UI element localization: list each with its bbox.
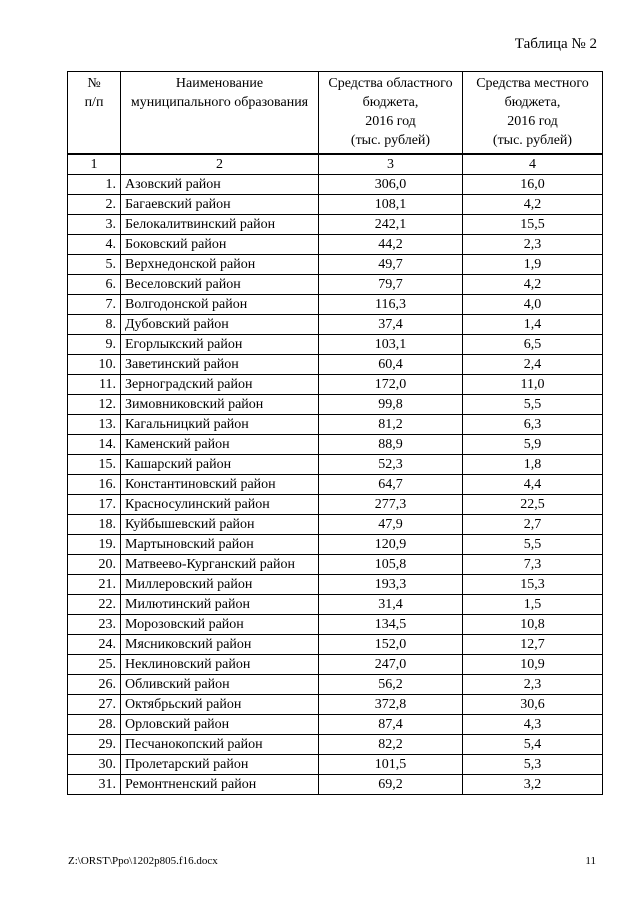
regional-budget-cell: 69,2 <box>319 775 463 795</box>
local-budget-cell: 5,9 <box>463 435 603 455</box>
row-number-cell: 19. <box>68 535 121 555</box>
local-budget-cell: 12,7 <box>463 635 603 655</box>
municipality-name-cell: Обливский район <box>121 675 319 695</box>
row-number-cell: 14. <box>68 435 121 455</box>
local-budget-cell: 5,5 <box>463 535 603 555</box>
regional-budget-cell: 44,2 <box>319 235 463 255</box>
row-number-cell: 24. <box>68 635 121 655</box>
regional-budget-cell: 103,1 <box>319 335 463 355</box>
table-row <box>68 715 603 735</box>
local-budget-cell: 6,3 <box>463 415 603 435</box>
row-number-cell: 23. <box>68 615 121 635</box>
table-row <box>68 215 603 235</box>
regional-budget-cell: 172,0 <box>319 375 463 395</box>
local-budget-cell: 10,8 <box>463 615 603 635</box>
municipality-name-cell: Багаевский район <box>121 195 319 215</box>
municipality-name-cell: Ремонтненский район <box>121 775 319 795</box>
table-row <box>68 675 603 695</box>
regional-budget-cell: 81,2 <box>319 415 463 435</box>
row-number-cell: 1. <box>68 175 121 195</box>
table-row <box>68 775 603 795</box>
local-budget-cell: 22,5 <box>463 495 603 515</box>
local-budget-cell: 2,4 <box>463 355 603 375</box>
table-row <box>68 695 603 715</box>
regional-budget-cell: 152,0 <box>319 635 463 655</box>
footer-file-path: Z:\ORST\Ppo\1202p805.f16.docx <box>68 855 218 867</box>
regional-budget-cell: 82,2 <box>319 735 463 755</box>
municipality-name-cell: Егорлыкский район <box>121 335 319 355</box>
regional-budget-cell: 120,9 <box>319 535 463 555</box>
regional-budget-cell: 101,5 <box>319 755 463 775</box>
municipality-name-cell: Боковский район <box>121 235 319 255</box>
row-number-cell: 28. <box>68 715 121 735</box>
regional-budget-cell: 247,0 <box>319 655 463 675</box>
local-budget-cell: 30,6 <box>463 695 603 715</box>
row-number-cell: 13. <box>68 415 121 435</box>
table-row <box>68 495 603 515</box>
regional-budget-cell: 105,8 <box>319 555 463 575</box>
row-number-cell: 6. <box>68 275 121 295</box>
municipality-name-cell: Зимовниковский район <box>121 395 319 415</box>
local-budget-cell: 1,5 <box>463 595 603 615</box>
row-number-cell: 12. <box>68 395 121 415</box>
local-budget-cell: 3,2 <box>463 775 603 795</box>
local-budget-cell: 2,3 <box>463 235 603 255</box>
table-row <box>68 515 603 535</box>
local-budget-cell: 4,3 <box>463 715 603 735</box>
table-row <box>68 435 603 455</box>
row-number-cell: 25. <box>68 655 121 675</box>
table-row <box>68 275 603 295</box>
regional-budget-cell: 306,0 <box>319 175 463 195</box>
row-number-cell: 4. <box>68 235 121 255</box>
row-number-cell: 29. <box>68 735 121 755</box>
municipality-name-cell: Каменский район <box>121 435 319 455</box>
municipality-name-cell: Милютинский район <box>121 595 319 615</box>
municipality-name-cell: Песчанокопский район <box>121 735 319 755</box>
local-budget-cell: 10,9 <box>463 655 603 675</box>
row-number-cell: 3. <box>68 215 121 235</box>
local-budget-cell: 16,0 <box>463 175 603 195</box>
local-budget-cell: 2,7 <box>463 515 603 535</box>
municipality-name-cell: Азовский район <box>121 175 319 195</box>
municipality-name-cell: Константиновский район <box>121 475 319 495</box>
regional-budget-cell: 108,1 <box>319 195 463 215</box>
row-number-cell: 22. <box>68 595 121 615</box>
regional-budget-cell: 56,2 <box>319 675 463 695</box>
regional-budget-cell: 47,9 <box>319 515 463 535</box>
table-row <box>68 755 603 775</box>
column-number: 1 <box>68 154 121 175</box>
municipality-name-cell: Белокалитвинский район <box>121 215 319 235</box>
regional-budget-cell: 277,3 <box>319 495 463 515</box>
regional-budget-cell: 242,1 <box>319 215 463 235</box>
table-caption: Таблица № 2 <box>514 36 597 52</box>
local-budget-cell: 6,5 <box>463 335 603 355</box>
regional-budget-cell: 372,8 <box>319 695 463 715</box>
table-row <box>68 395 603 415</box>
table-row <box>68 735 603 755</box>
row-number-cell: 18. <box>68 515 121 535</box>
row-number-cell: 20. <box>68 555 121 575</box>
municipality-name-cell: Куйбышевский район <box>121 515 319 535</box>
local-budget-cell: 4,2 <box>463 195 603 215</box>
row-number-cell: 5. <box>68 255 121 275</box>
municipality-name-cell: Кашарский район <box>121 455 319 475</box>
row-number-cell: 26. <box>68 675 121 695</box>
local-budget-cell: 5,5 <box>463 395 603 415</box>
local-budget-cell: 1,9 <box>463 255 603 275</box>
column-number: 4 <box>463 154 603 175</box>
local-budget-cell: 5,3 <box>463 755 603 775</box>
municipality-name-cell: Неклиновский район <box>121 655 319 675</box>
column-number: 3 <box>319 154 463 175</box>
table-row <box>68 455 603 475</box>
table-row <box>68 555 603 575</box>
header-regional-budget: Средства областного бюджета, 2016 год (тыс. рублей) <box>319 72 463 155</box>
municipality-name-cell: Заветинский район <box>121 355 319 375</box>
row-number-cell: 16. <box>68 475 121 495</box>
local-budget-cell: 15,3 <box>463 575 603 595</box>
column-numbering-row <box>68 154 603 175</box>
regional-budget-cell: 99,8 <box>319 395 463 415</box>
table-row <box>68 575 603 595</box>
budget-table <box>67 71 603 795</box>
table-row <box>68 315 603 335</box>
regional-budget-cell: 87,4 <box>319 715 463 735</box>
row-number-cell: 17. <box>68 495 121 515</box>
table-row <box>68 535 603 555</box>
table-row <box>68 235 603 255</box>
table-row <box>68 355 603 375</box>
row-number-cell: 30. <box>68 755 121 775</box>
row-number-cell: 8. <box>68 315 121 335</box>
row-number-cell: 31. <box>68 775 121 795</box>
municipality-name-cell: Верхнедонской район <box>121 255 319 275</box>
local-budget-cell: 15,5 <box>463 215 603 235</box>
municipality-name-cell: Матвеево-Курганский район <box>121 555 319 575</box>
municipality-name-cell: Орловский район <box>121 715 319 735</box>
table-row <box>68 195 603 215</box>
local-budget-cell: 1,4 <box>463 315 603 335</box>
local-budget-cell: 5,4 <box>463 735 603 755</box>
row-number-cell: 2. <box>68 195 121 215</box>
municipality-name-cell: Мясниковский район <box>121 635 319 655</box>
row-number-cell: 11. <box>68 375 121 395</box>
regional-budget-cell: 49,7 <box>319 255 463 275</box>
local-budget-cell: 1,8 <box>463 455 603 475</box>
table-header-row <box>68 72 603 155</box>
local-budget-cell: 4,0 <box>463 295 603 315</box>
regional-budget-cell: 193,3 <box>319 575 463 595</box>
table-row <box>68 635 603 655</box>
header-row-number: № п/п <box>68 72 121 155</box>
regional-budget-cell: 52,3 <box>319 455 463 475</box>
regional-budget-cell: 88,9 <box>319 435 463 455</box>
municipality-name-cell: Октябрьский район <box>121 695 319 715</box>
municipality-name-cell: Миллеровский район <box>121 575 319 595</box>
table-row <box>68 615 603 635</box>
row-number-cell: 10. <box>68 355 121 375</box>
footer-page-number: 11 <box>585 855 596 867</box>
row-number-cell: 7. <box>68 295 121 315</box>
header-municipality-name: Наименование муниципального образования <box>121 72 319 155</box>
row-number-cell: 9. <box>68 335 121 355</box>
regional-budget-cell: 79,7 <box>319 275 463 295</box>
regional-budget-cell: 64,7 <box>319 475 463 495</box>
header-local-budget: Средства местного бюджета, 2016 год (тыс. рублей) <box>463 72 603 155</box>
municipality-name-cell: Мартыновский район <box>121 535 319 555</box>
table-row <box>68 655 603 675</box>
regional-budget-cell: 37,4 <box>319 315 463 335</box>
municipality-name-cell: Морозовский район <box>121 615 319 635</box>
table-row <box>68 375 603 395</box>
table-row <box>68 295 603 315</box>
municipality-name-cell: Дубовский район <box>121 315 319 335</box>
local-budget-cell: 4,2 <box>463 275 603 295</box>
row-number-cell: 21. <box>68 575 121 595</box>
row-number-cell: 15. <box>68 455 121 475</box>
row-number-cell: 27. <box>68 695 121 715</box>
municipality-name-cell: Пролетарский район <box>121 755 319 775</box>
municipality-name-cell: Зерноградский район <box>121 375 319 395</box>
local-budget-cell: 4,4 <box>463 475 603 495</box>
regional-budget-cell: 116,3 <box>319 295 463 315</box>
table-row <box>68 255 603 275</box>
local-budget-cell: 7,3 <box>463 555 603 575</box>
regional-budget-cell: 134,5 <box>319 615 463 635</box>
regional-budget-cell: 60,4 <box>319 355 463 375</box>
table-row <box>68 335 603 355</box>
table-row <box>68 175 603 195</box>
column-number: 2 <box>121 154 319 175</box>
regional-budget-cell: 31,4 <box>319 595 463 615</box>
table-row <box>68 595 603 615</box>
table-row <box>68 475 603 495</box>
table-row <box>68 415 603 435</box>
municipality-name-cell: Красносулинский район <box>121 495 319 515</box>
municipality-name-cell: Кагальницкий район <box>121 415 319 435</box>
local-budget-cell: 11,0 <box>463 375 603 395</box>
municipality-name-cell: Веселовский район <box>121 275 319 295</box>
municipality-name-cell: Волгодонской район <box>121 295 319 315</box>
local-budget-cell: 2,3 <box>463 675 603 695</box>
